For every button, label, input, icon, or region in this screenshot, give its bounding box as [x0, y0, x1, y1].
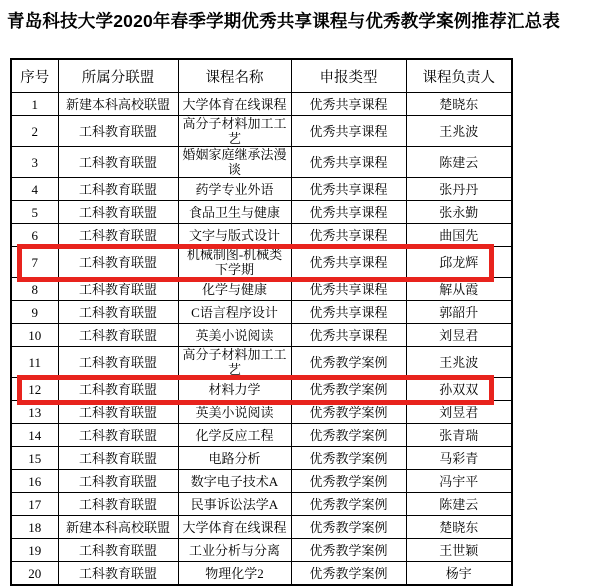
cell-leader: 楚晓东	[406, 93, 512, 116]
header-row	[11, 59, 512, 93]
summary-table	[10, 58, 513, 586]
cell-alliance: 工科教育联盟	[58, 178, 178, 201]
table-row	[11, 116, 512, 147]
cell-type: 优秀教学案例	[291, 470, 406, 493]
cell-no: 9	[11, 301, 58, 324]
cell-leader: 邱龙辉	[406, 247, 512, 278]
cell-course: 大学体育在线课程	[178, 93, 291, 116]
table-row	[11, 147, 512, 178]
cell-alliance: 工科教育联盟	[58, 347, 178, 378]
table-row	[11, 247, 512, 278]
cell-course: 化学反应工程	[178, 424, 291, 447]
cell-alliance: 工科教育联盟	[58, 147, 178, 178]
cell-no: 6	[11, 224, 58, 247]
cell-course: 文字与版式设计	[178, 224, 291, 247]
cell-leader: 孙双双	[406, 378, 512, 401]
cell-no: 18	[11, 516, 58, 539]
cell-type: 优秀共享课程	[291, 116, 406, 147]
cell-alliance: 新建本科高校联盟	[58, 516, 178, 539]
header-no: 序号	[11, 59, 58, 93]
cell-leader: 楚晓东	[406, 516, 512, 539]
cell-leader: 王兆波	[406, 347, 512, 378]
table-row	[11, 539, 512, 562]
cell-type: 优秀教学案例	[291, 493, 406, 516]
table-row	[11, 224, 512, 247]
table-row	[11, 424, 512, 447]
cell-type: 优秀教学案例	[291, 378, 406, 401]
cell-no: 14	[11, 424, 58, 447]
cell-type: 优秀教学案例	[291, 516, 406, 539]
table-row	[11, 347, 512, 378]
cell-course: 数字电子技术A	[178, 470, 291, 493]
cell-alliance: 工科教育联盟	[58, 247, 178, 278]
cell-alliance: 工科教育联盟	[58, 301, 178, 324]
cell-leader: 马彩青	[406, 447, 512, 470]
cell-leader: 郭韶升	[406, 301, 512, 324]
cell-alliance: 工科教育联盟	[58, 493, 178, 516]
cell-course: 化学与健康	[178, 278, 291, 301]
cell-type: 优秀教学案例	[291, 447, 406, 470]
cell-leader: 刘昱君	[406, 401, 512, 424]
table-row	[11, 401, 512, 424]
cell-alliance: 工科教育联盟	[58, 201, 178, 224]
cell-type: 优秀教学案例	[291, 539, 406, 562]
cell-alliance: 工科教育联盟	[58, 324, 178, 347]
cell-leader: 陈建云	[406, 147, 512, 178]
table-row	[11, 278, 512, 301]
cell-course: 机械制图-机械类下学期	[178, 247, 291, 278]
table-row	[11, 470, 512, 493]
cell-type: 优秀共享课程	[291, 147, 406, 178]
cell-type: 优秀共享课程	[291, 224, 406, 247]
table-row	[11, 301, 512, 324]
cell-alliance: 工科教育联盟	[58, 224, 178, 247]
cell-course: 大学体育在线课程	[178, 516, 291, 539]
cell-alliance: 新建本科高校联盟	[58, 93, 178, 116]
cell-type: 优秀教学案例	[291, 347, 406, 378]
table-body	[11, 93, 512, 586]
cell-course: 物理化学2	[178, 562, 291, 586]
cell-alliance: 工科教育联盟	[58, 447, 178, 470]
cell-no: 19	[11, 539, 58, 562]
cell-course: 民事诉讼法学A	[178, 493, 291, 516]
cell-course: 英美小说阅读	[178, 401, 291, 424]
cell-alliance: 工科教育联盟	[58, 424, 178, 447]
table-row	[11, 378, 512, 401]
table-row	[11, 324, 512, 347]
cell-no: 13	[11, 401, 58, 424]
cell-course: 英美小说阅读	[178, 324, 291, 347]
cell-leader: 陈建云	[406, 493, 512, 516]
table-row	[11, 447, 512, 470]
cell-leader: 刘昱君	[406, 324, 512, 347]
cell-course: 工业分析与分离	[178, 539, 291, 562]
cell-no: 3	[11, 147, 58, 178]
cell-no: 10	[11, 324, 58, 347]
cell-no: 15	[11, 447, 58, 470]
page-title: 青岛科技大学2020年春季学期优秀共享课程与优秀教学案例推荐汇总表	[7, 11, 561, 31]
cell-type: 优秀共享课程	[291, 324, 406, 347]
cell-leader: 王世颖	[406, 539, 512, 562]
cell-no: 11	[11, 347, 58, 378]
cell-course: 电路分析	[178, 447, 291, 470]
cell-no: 1	[11, 93, 58, 116]
cell-alliance: 工科教育联盟	[58, 278, 178, 301]
cell-course: 婚姻家庭继承法漫谈	[178, 147, 291, 178]
header-course: 课程名称	[178, 59, 291, 93]
header-leader: 课程负责人	[406, 59, 512, 93]
table-row	[11, 178, 512, 201]
cell-course: 材料力学	[178, 378, 291, 401]
cell-leader: 张丹丹	[406, 178, 512, 201]
cell-alliance: 工科教育联盟	[58, 539, 178, 562]
cell-type: 优秀共享课程	[291, 93, 406, 116]
cell-alliance: 工科教育联盟	[58, 470, 178, 493]
cell-no: 5	[11, 201, 58, 224]
cell-type: 优秀共享课程	[291, 178, 406, 201]
cell-no: 8	[11, 278, 58, 301]
table-row	[11, 562, 512, 586]
cell-type: 优秀教学案例	[291, 424, 406, 447]
cell-no: 12	[11, 378, 58, 401]
cell-leader: 王兆波	[406, 116, 512, 147]
cell-course: 药学专业外语	[178, 178, 291, 201]
header-type: 申报类型	[291, 59, 406, 93]
cell-no: 20	[11, 562, 58, 586]
cell-type: 优秀共享课程	[291, 201, 406, 224]
cell-leader: 曲国先	[406, 224, 512, 247]
table-row	[11, 201, 512, 224]
cell-no: 16	[11, 470, 58, 493]
cell-course: 高分子材料加工工艺	[178, 116, 291, 147]
cell-type: 优秀教学案例	[291, 401, 406, 424]
cell-leader: 张青瑞	[406, 424, 512, 447]
cell-type: 优秀共享课程	[291, 278, 406, 301]
cell-no: 4	[11, 178, 58, 201]
cell-no: 7	[11, 247, 58, 278]
table-row	[11, 493, 512, 516]
cell-no: 17	[11, 493, 58, 516]
cell-leader: 张永勤	[406, 201, 512, 224]
cell-type: 优秀教学案例	[291, 562, 406, 586]
cell-alliance: 工科教育联盟	[58, 378, 178, 401]
cell-leader: 杨宇	[406, 562, 512, 586]
cell-alliance: 工科教育联盟	[58, 401, 178, 424]
cell-course: C语言程序设计	[178, 301, 291, 324]
header-alliance: 所属分联盟	[58, 59, 178, 93]
table-row	[11, 93, 512, 116]
cell-leader: 解从霞	[406, 278, 512, 301]
table-row	[11, 516, 512, 539]
cell-course: 高分子材料加工工艺	[178, 347, 291, 378]
cell-alliance: 工科教育联盟	[58, 116, 178, 147]
cell-no: 2	[11, 116, 58, 147]
cell-alliance: 工科教育联盟	[58, 562, 178, 586]
cell-course: 食品卫生与健康	[178, 201, 291, 224]
cell-leader: 冯宇平	[406, 470, 512, 493]
cell-type: 优秀共享课程	[291, 247, 406, 278]
cell-type: 优秀共享课程	[291, 301, 406, 324]
